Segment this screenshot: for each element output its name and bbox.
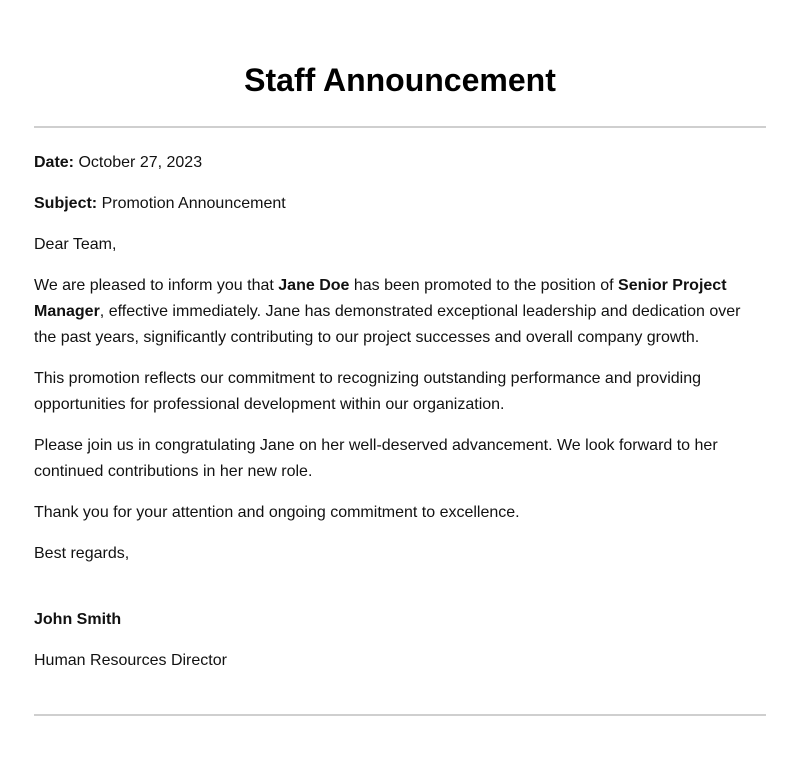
closing: Best regards, [34,545,130,562]
signer-name: John Smith [34,611,122,628]
greeting: Dear Team, [34,236,117,253]
date-line [34,150,766,176]
date-label: Date: [34,154,75,171]
para1-text-1: We are pleased to inform you that [34,277,279,294]
announcement-body [34,150,766,689]
page-title: Staff Announcement [244,62,556,98]
signer-title: Human Resources Director [34,652,227,669]
thanks-paragraph: Thank you for your attention and ongoing commitment to excellence. [34,504,520,521]
promotion-paragraph [34,273,766,351]
promoted-name: Jane Doe [278,277,350,294]
para1-text-2: has been promoted to the position of [349,277,619,294]
subject-label: Subject: [34,195,98,212]
subject-line [34,191,766,217]
congratulations-paragraph: Please join us in congratulating Jane on her well-deserved advancement. We look forward to her continued contributions in her new role. [34,437,718,480]
date-value: October 27, 2023 [74,154,203,171]
bottom-divider [34,714,766,716]
subject-value: Promotion Announcement [97,195,286,212]
signature-spacer [34,582,766,607]
commitment-paragraph: This promotion reflects our commitment to recognizing outstanding performance and providing opportunities for professional development within our organization. [34,370,701,413]
top-divider [34,126,766,128]
new-position: Senior Project Manager [34,277,727,320]
para1-text-3: , effective immediately. Jane has demonstrated exceptional leadership and dedication over the past years, significantly contributing to our project successes and overall company growth. [34,303,741,346]
